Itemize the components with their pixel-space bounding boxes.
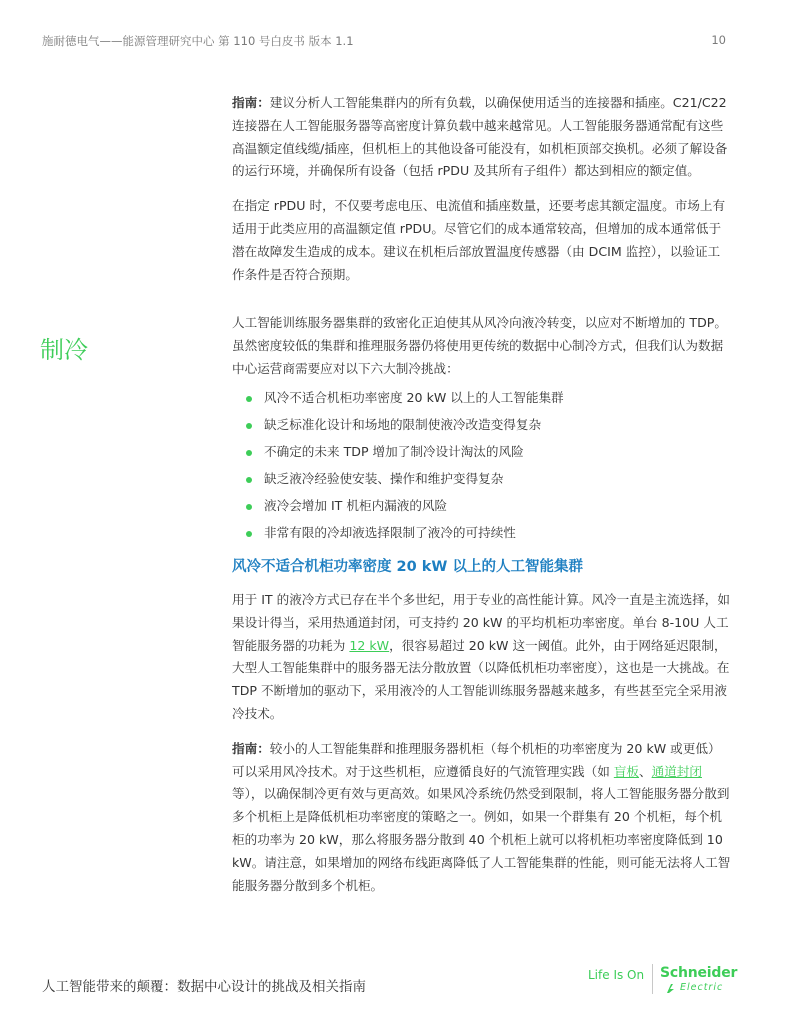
bullet-icon [246,423,252,429]
cooling-intro-paragraph: 人工智能训练服务器集群的致密化正迫使其从风冷向液冷转变，以应对不断增加的 TDP。虽然密度较低的集群和推理服务器仍将使用更传统的数据中心制冷方式，但我们认为数据中心运营商需要应对以下六大制冷挑战： [232,315,727,376]
bullet-icon [246,396,252,402]
brand-name: Schneider [660,965,738,981]
page-number: 10 [711,33,726,47]
life-is-on-tagline: Life Is On [588,968,645,982]
section-title: 制冷 [40,336,88,364]
main-content [232,92,732,909]
list-item: 缺乏标准化设计和场地的限制使液冷改造变得复杂 [232,414,732,437]
bullet-icon [246,504,252,510]
rpdu-paragraph: 在指定 rPDU 时，不仅要考虑电压、电流值和插座数量，还要考虑其额定温度。市场上有适用于此类应用的高温额定值 rPDU。尽管它们的成本通常较高，但增加的成本通常低于潜在故障发生造成的成本。建议在机柜后部放置温度传感器（由 DCIM 监控），以验证工作条件是否符合预期。 [232,198,726,282]
subsection-heading: 风冷不适合机柜功率密度 20 kW 以上的人工智能集群 [232,559,583,576]
guide-label: 指南： [232,95,270,110]
brand-subname: Electric [680,982,724,993]
bullet-icon [246,477,252,483]
cooling-guide-paragraph: 指南：较小的人工智能集群和推理服务器机柜（每个机柜的功率密度为 20 kW 或更低）可以采用风冷技术。对于这些机柜，应遵循良好的气流管理实践（如 盲板、通道封闭等），以确保制冷更有效与更高效。如果风冷系统仍然受到限制，将人工智能服务器分散到多个机柜上是降低机柜功率密度的策略之一。例如，如果一个群集有 20 个机柜，每个机柜的功率为 20 kW，那么将服务器分散到 40 个机柜上就可以将机柜功率密度降低到 10 kW。请注意，如果增加的网络布线距离降低了人工智能集群的性能，则可能无法将人工智能服务器分散到多个机柜。 [232,740,731,893]
list-item: 风冷不适合机柜功率密度 20 kW 以上的人工智能集群 [232,387,732,410]
12kw-link[interactable]: 12 kW [349,637,390,653]
bullet-icon [246,450,252,456]
electric-logo-icon [665,983,677,994]
list-item: 液冷会增加 IT 机柜内漏液的风险 [232,495,732,518]
list-item: 非常有限的冷却液选择限制了液冷的可持续性 [232,522,732,545]
air-cooling-paragraph: 用于 IT 的液冷方式已存在半个多世纪，用于专业的高性能计算。风冷一直是主流选择，如果设计得当，采用热通道封闭，可支持约 20 kW 的平均机柜功率密度。单台 8-10U 人工智能服务器的功耗为 12 kW，很容易超过 20 kW 这一阈值。此外，由于网络延迟限制，大型人工智能集群中的服务器无法分散放置（以降低机柜功率密度），这也是一大挑战。在 TDP 不断增加的驱动下，采用液冷的人工智能训练服务器越来越多，有些甚至完全采用液冷技术。 [232,592,730,722]
guide-label: 指南： [232,740,270,756]
guide-text: 建议分析人工智能集群内的所有负载，以确保使用适当的连接器和插座。C21/C22 连接器在人工智能服务器等高密度计算负载中越来越常见。人工智能服务器通常配有这些高温额定值线缆/插座，但机柜上的其他设备可能没有，如机柜顶部交换机。必须了解设备的运行环境，并确保所有设备（包括 rPDU 及其所有子组件）都达到相应的额定值。 [232,95,728,179]
logo-divider [652,964,653,994]
document-header-title: 施耐德电气——能源管理研究中心 第 110 号白皮书 版本 1.1 [42,34,354,48]
blanking-panel-link[interactable]: 盲板 [613,763,640,779]
footer-document-title: 人工智能带来的颠覆：数据中心设计的挑战及相关指南 [42,979,366,995]
intro-guide-paragraph [232,92,732,183]
schneider-electric-logo [588,962,738,996]
page-header [42,33,732,49]
aisle-containment-link[interactable]: 通道封闭 [651,763,702,779]
list-item: 不确定的未来 TDP 增加了制冷设计淘汰的风险 [232,441,732,464]
bullet-icon [246,531,252,537]
list-item: 缺乏液冷经验使安装、操作和维护变得复杂 [232,468,732,491]
cooling-challenges-list [232,387,732,545]
